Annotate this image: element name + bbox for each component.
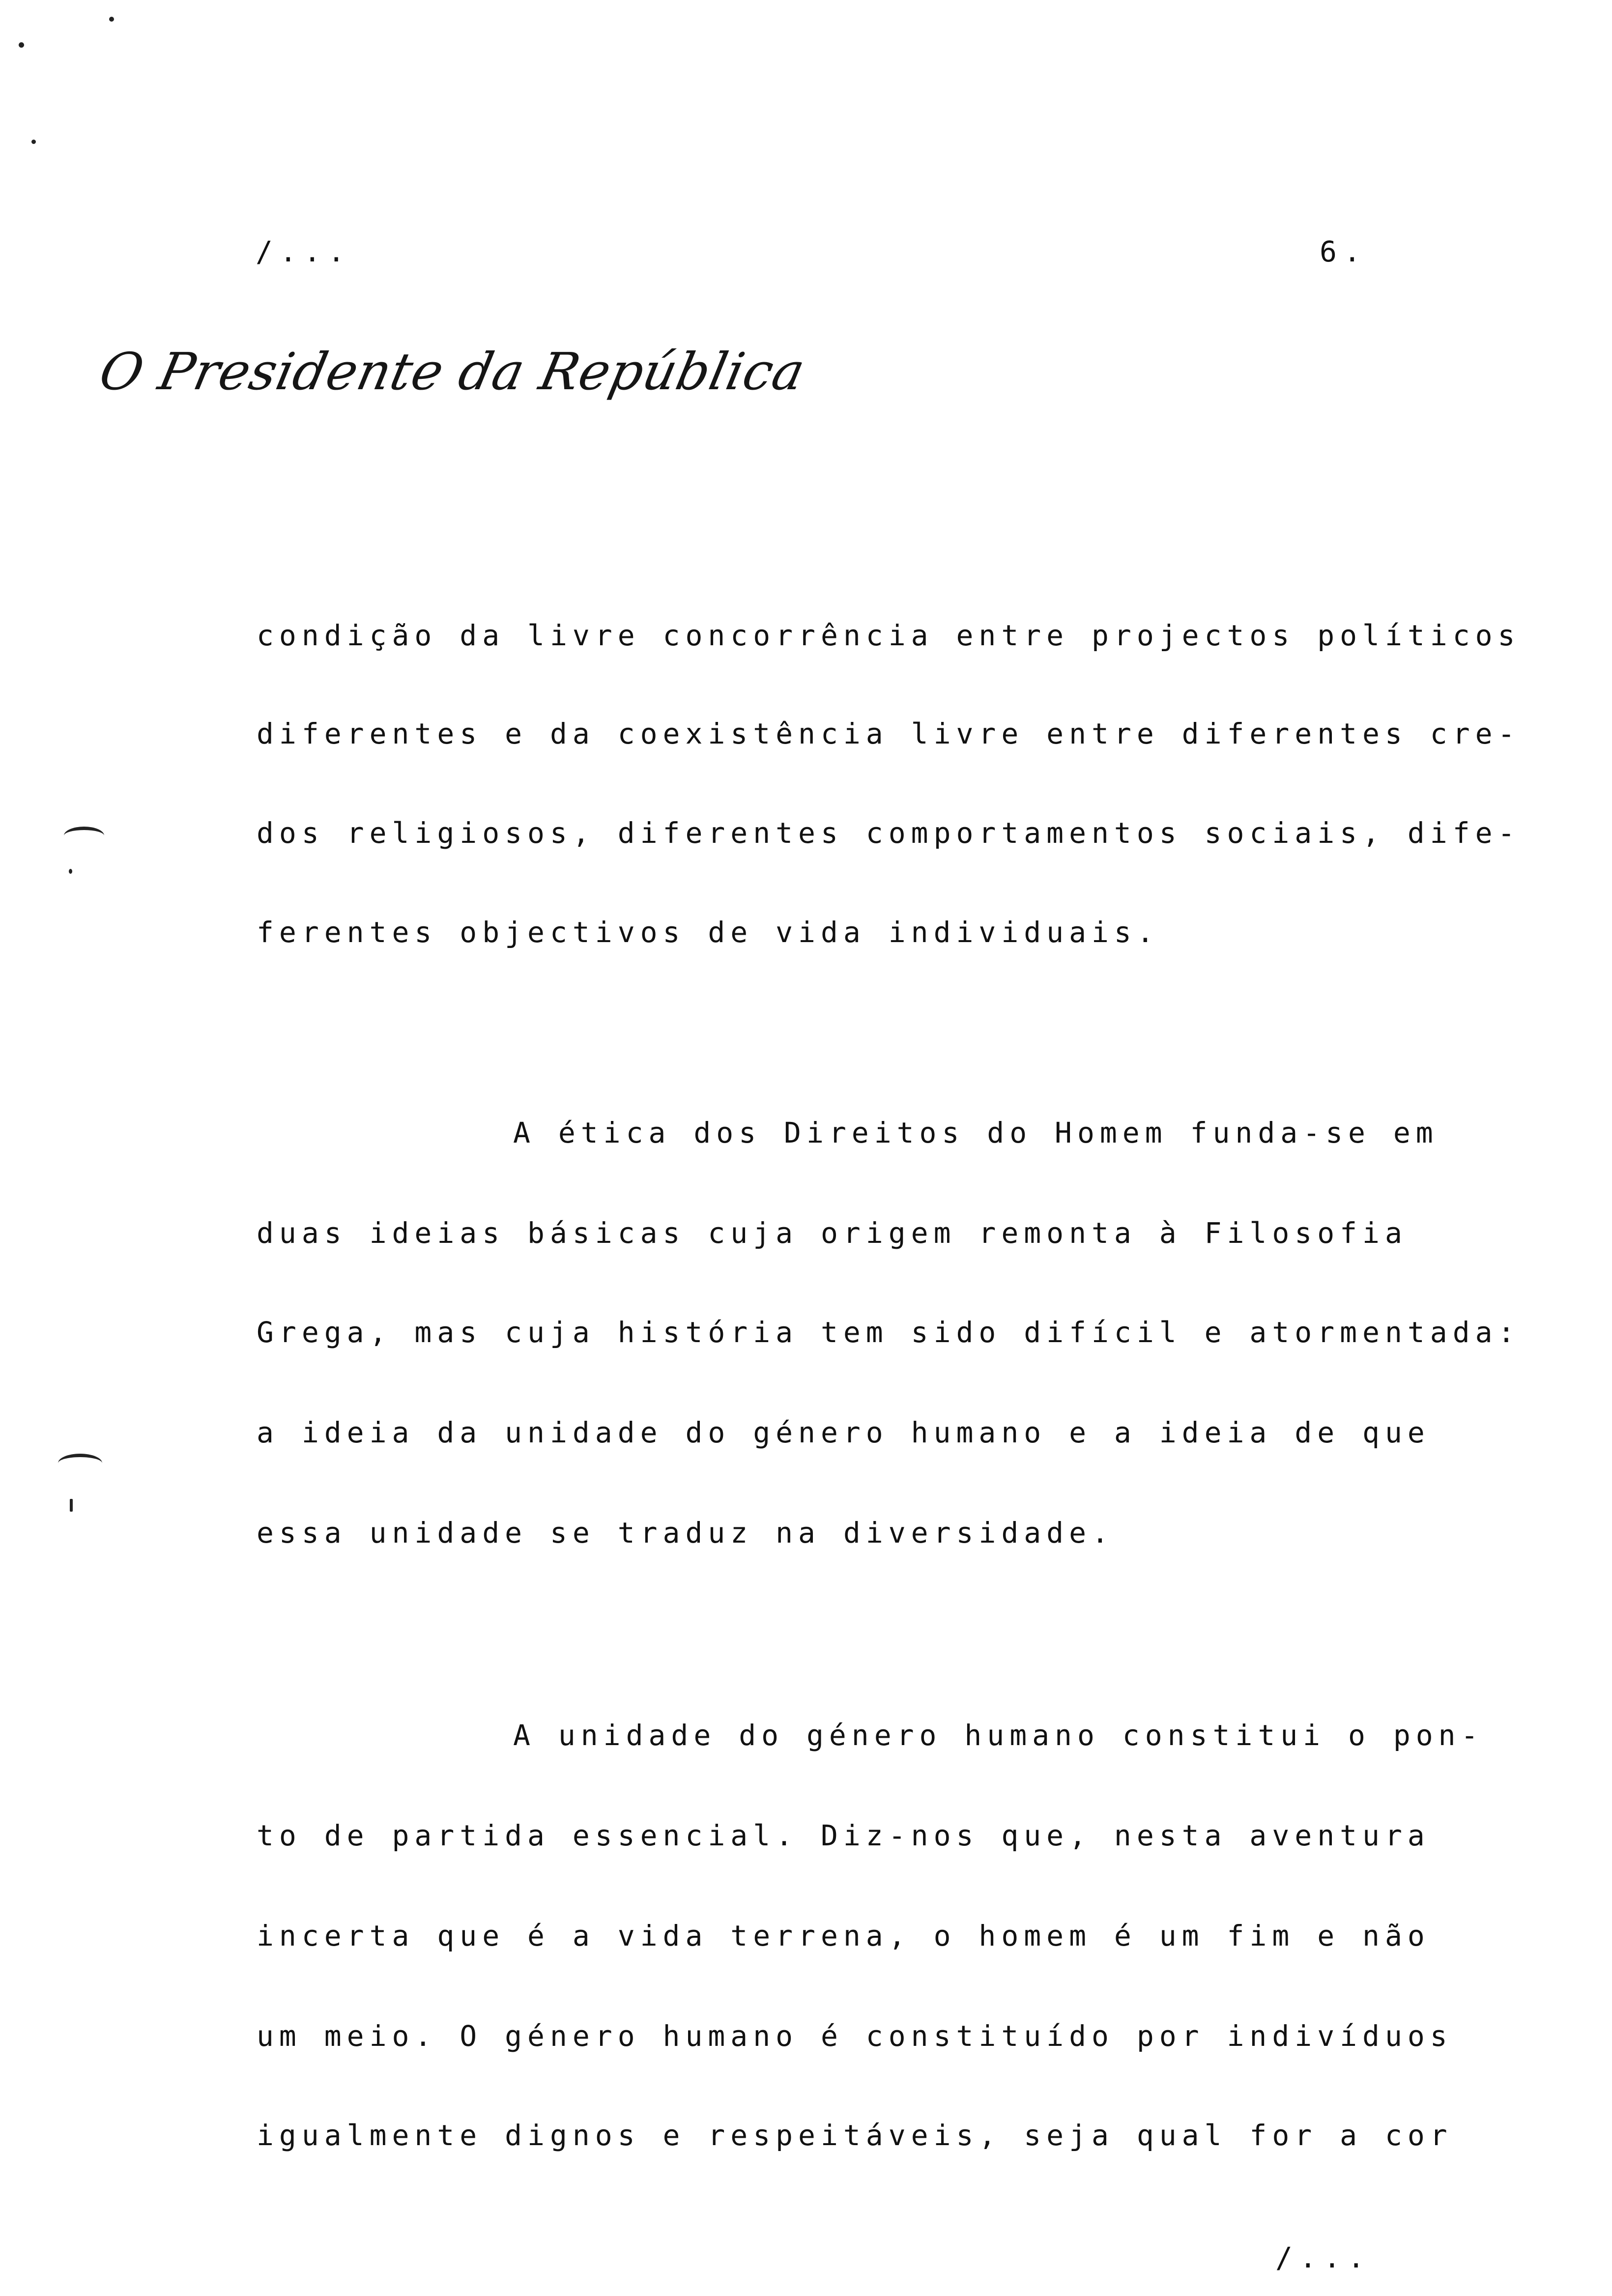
body-line: A ética dos Direitos do Homem funda-se em <box>513 1116 1439 1149</box>
body-line: condição da livre concorrência entre projectos políticos <box>257 619 1521 652</box>
punch-hole-mark <box>58 1454 102 1473</box>
body-line: dos religiosos, diferentes comportamentos sociais, dife- <box>257 816 1521 850</box>
body-line: Grega, mas cuja história tem sido difícil e atormentada: <box>257 1316 1521 1349</box>
body-line: incerta que é a vida terrena, o homem é um fim e não <box>257 1919 1430 1952</box>
scan-speck <box>19 42 24 48</box>
body-line: um meio. O género humano é constituído por indivíduos <box>257 2019 1453 2053</box>
body-line: to de partida essencial. Diz-nos que, nesta aventura <box>257 1819 1430 1852</box>
body-line: A unidade do género humano constitui o pon- <box>513 1719 1484 1752</box>
body-line: ferentes objectivos de vida individuais. <box>257 916 1159 949</box>
header-continuation-mark: /... <box>256 235 352 268</box>
body-line: igualmente dignos e respeitáveis, seja qual for a cor <box>257 2119 1453 2152</box>
page-number: 6. <box>1320 235 1368 268</box>
scan-speck <box>69 869 72 874</box>
scan-speck <box>70 1499 73 1512</box>
scan-speck <box>31 140 36 144</box>
punch-hole-mark <box>64 827 104 845</box>
body-line: essa unidade se traduz na diversidade. <box>257 1516 1114 1550</box>
body-line: diferentes e da coexistência livre entre diferentes cre- <box>257 717 1521 750</box>
footer-continuation-mark: /... <box>1275 2241 1372 2274</box>
body-line: duas ideias básicas cuja origem remonta à Filosofia <box>257 1216 1408 1250</box>
scan-speck <box>109 17 114 22</box>
body-line: a ideia da unidade do género humano e a ideia de que <box>257 1416 1430 1449</box>
letterhead-title: O Presidente da República <box>94 342 811 402</box>
